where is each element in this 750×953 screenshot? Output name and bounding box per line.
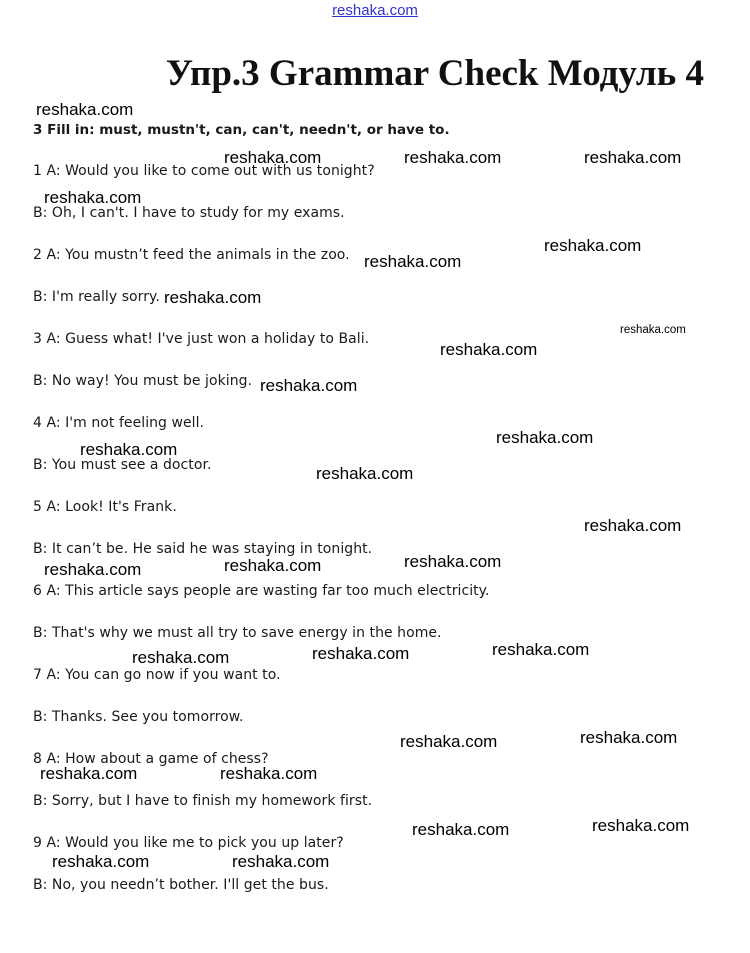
dialogue-8-line-a: 8 A: How about a game of chess? [33,751,269,767]
dialogue-9-line-b: B: No, you needn’t bother. I'll get the bus. [33,877,329,893]
dialogue-2-line-a: 2 A: You mustn’t feed the animals in the zoo. [33,247,350,263]
watermark: reshaka.com [132,648,230,667]
watermark: reshaka.com [440,340,538,359]
dialogue-4-line-a: 4 A: I'm not feeling well. [33,415,205,431]
watermark: reshaka.com [404,552,502,571]
watermark: reshaka.com [220,764,318,783]
watermark: reshaka.com [44,188,142,207]
watermark: reshaka.com [580,728,678,747]
dialogue-5-line-a: 5 A: Look! It's Frank. [33,499,177,515]
watermark: reshaka.com [404,148,502,167]
dialogue-4-line-b: B: You must see a doctor. [33,457,212,473]
watermark: reshaka.com [412,820,510,839]
watermark: reshaka.com [400,732,498,751]
watermark: reshaka.com [164,288,262,307]
dialogue-6-line-a: 6 A: This article says people are wasting far too much electricity. [33,583,490,599]
watermark: reshaka.com [592,816,690,835]
watermark: reshaka.com [364,252,462,271]
dialogue-7-line-a: 7 A: You can go now if you want to. [33,667,281,683]
watermark: reshaka.com [232,852,330,871]
watermark: reshaka.com [36,100,134,119]
watermark: reshaka.com [40,764,138,783]
dialogue-3-line-b: B: No way! You must be joking. [33,373,253,389]
site-link[interactable]: reshaka.com [332,2,418,19]
watermark: reshaka.com [224,148,322,167]
watermark: reshaka.com [496,428,594,447]
watermark: reshaka.com [584,148,682,167]
watermark: reshaka.com [52,852,150,871]
dialogue-9-line-a: 9 A: Would you like me to pick you up later? [33,835,344,851]
dialogue-5-line-b: B: It can’t be. He said he was staying in tonight. [33,541,373,557]
watermark: reshaka.com [492,640,590,659]
page-title: Упр.3 Grammar Check Модуль 4 [165,53,704,94]
watermark: reshaka.com [80,440,178,459]
dialogue-7-line-b: B: Thanks. See you tomorrow. [33,709,244,725]
watermark: reshaka.com [584,516,682,535]
watermark: reshaka.com [544,236,642,255]
exercise-instruction: 3 Fill in: must, mustn't, can, can't, needn't, or have to. [33,122,450,138]
dialogue-1-line-a: 1 A: Would you like to come out with us tonight? [33,163,375,179]
dialogue-8-line-b: B: Sorry, but I have to finish my homework first. [33,793,373,809]
watermark: reshaka.com [260,376,358,395]
watermark: reshaka.com [620,324,686,336]
watermark: reshaka.com [316,464,414,483]
dialogue-3-line-a: 3 A: Guess what! I've just won a holiday to Bali. [33,331,370,347]
dialogue-2-line-b: B: I'm really sorry. [33,289,160,305]
watermark: reshaka.com [312,644,410,663]
dialogue-6-line-b: B: That's why we must all try to save energy in the home. [33,625,442,641]
dialogue-1-line-b: B: Oh, I can't. I have to study for my exams. [33,205,345,221]
watermark: reshaka.com [44,560,142,579]
watermark: reshaka.com [224,556,322,575]
